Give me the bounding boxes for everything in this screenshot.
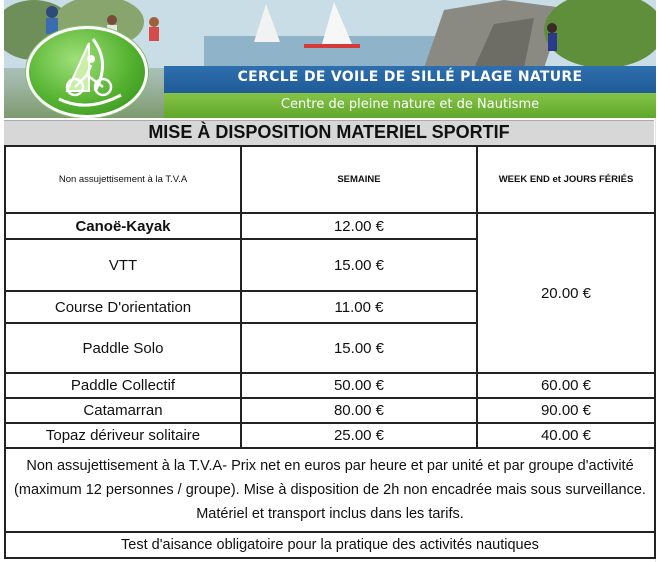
price-semaine: 12.00 €: [241, 213, 477, 239]
price-table: [4, 145, 656, 559]
price-semaine: 11.00 €: [241, 291, 477, 323]
activity-name: Canoë-Kayak: [5, 213, 241, 239]
table-header-row: [5, 146, 655, 213]
header-banner: [4, 0, 656, 118]
price-semaine: 15.00 €: [241, 323, 477, 373]
price-weekend: 40.00 €: [477, 423, 655, 448]
pricing-note: Non assujettisement à la T.V.A- Prix net en euros par heure et par unité et par groupe d'activité (maximum 12 personnes / groupe). Mise à disposition de 2h non encadrée mais sous surveillance. Matériel et transport inclus dans les tarifs.: [5, 448, 655, 532]
price-semaine: 25.00 €: [241, 423, 477, 448]
club-name-band: [164, 66, 656, 93]
header-semaine: SEMAINE: [241, 146, 477, 213]
table-row: [5, 423, 655, 448]
table-note-row: [5, 448, 655, 532]
header-weekend: WEEK END et JOURS FÉRIÉS: [477, 146, 655, 213]
activity-name: Paddle Solo: [5, 323, 241, 373]
activity-name: VTT: [5, 239, 241, 291]
page-title: MISE À DISPOSITION MATERIEL SPORTIF: [148, 122, 510, 142]
price-semaine: 80.00 €: [241, 398, 477, 423]
price-semaine: 50.00 €: [241, 373, 477, 398]
club-subtitle: Centre de pleine nature et de Nautisme: [280, 97, 540, 112]
club-logo: [26, 26, 148, 118]
activity-name: Paddle Collectif: [5, 373, 241, 398]
table-footer-row: [5, 532, 655, 558]
table-row: [5, 373, 655, 398]
table-row: [5, 398, 655, 423]
price-semaine: 15.00 €: [241, 239, 477, 291]
page-title-bar: [4, 120, 654, 145]
table-row: [5, 213, 655, 239]
activity-name: Catamarran: [5, 398, 241, 423]
club-subtitle-band: [164, 93, 656, 118]
price-weekend-merged: 20.00 €: [477, 213, 655, 373]
sailboat-cyclist-icon: [29, 29, 145, 115]
price-weekend: 90.00 €: [477, 398, 655, 423]
swim-test-note: Test d'aisance obligatoire pour la pratique des activités nautiques: [5, 532, 655, 558]
header-tva: Non assujettisement à la T.V.A: [5, 146, 241, 213]
price-weekend: 60.00 €: [477, 373, 655, 398]
activity-name: Course D'orientation: [5, 291, 241, 323]
club-name: CERCLE DE VOILE DE SILLÉ PLAGE NATURE: [237, 69, 583, 85]
activity-name: Topaz dériveur solitaire: [5, 423, 241, 448]
